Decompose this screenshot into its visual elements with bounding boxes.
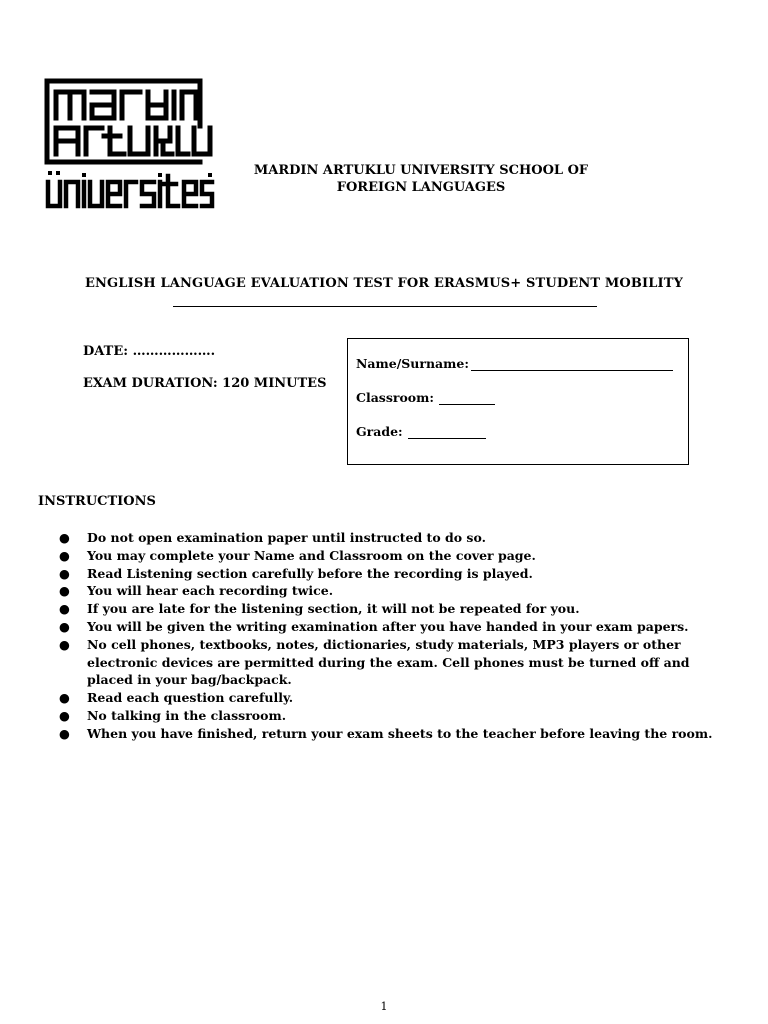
instruction-text: You will hear each recording twice. bbox=[87, 583, 334, 599]
university-logo-mark bbox=[44, 78, 216, 212]
list-item bbox=[59, 636, 719, 689]
instruction-text: Do not open examination paper until instructed to do so. bbox=[87, 530, 486, 545]
classroom-field[interactable] bbox=[356, 390, 495, 405]
classroom-blank[interactable] bbox=[439, 393, 495, 405]
page-number: 1 bbox=[380, 1000, 388, 1013]
bullet-icon: ● bbox=[59, 601, 70, 617]
bullet-icon: ● bbox=[59, 636, 70, 652]
instructions-list bbox=[59, 529, 719, 743]
name-surname-blank[interactable] bbox=[471, 359, 673, 371]
list-item bbox=[59, 582, 719, 600]
bullet-icon: ● bbox=[59, 707, 70, 723]
list-item bbox=[59, 600, 719, 618]
title-underline bbox=[173, 306, 597, 307]
bullet-icon: ● bbox=[59, 583, 70, 599]
list-item bbox=[59, 565, 719, 583]
grade-blank[interactable] bbox=[408, 427, 486, 439]
instruction-text: Read Listening section carefully before the recording is played. bbox=[87, 565, 533, 581]
instruction-text: If you are late for the listening section, it will not be repeated for you. bbox=[87, 601, 580, 617]
bullet-icon: ● bbox=[59, 690, 70, 706]
grade-field[interactable] bbox=[356, 424, 486, 439]
instruction-text: You will be given the writing examination after you have handed in your exam papers. bbox=[87, 618, 689, 634]
instruction-text: When you have finished, return your exam sheets to the teacher before leaving the room. bbox=[87, 725, 713, 741]
instruction-text: Read each question carefully. bbox=[87, 690, 294, 706]
instruction-text: No talking in the classroom. bbox=[87, 707, 287, 723]
exam-duration: EXAM DURATION: 120 MINUTES bbox=[83, 376, 327, 391]
grade-label: Grade: bbox=[356, 424, 403, 439]
instruction-text: You may complete your Name and Classroom on the cover page. bbox=[87, 547, 536, 563]
test-title: ENGLISH LANGUAGE EVALUATION TEST FOR ERASMUS+ STUDENT MOBILITY bbox=[84, 276, 684, 291]
instruction-text: No cell phones, textbooks, notes, dictionaries, study materials, MP3 players or other electronic devices are permitted during the exam. Cell phones must be turned off and placed in your bag/backpack. bbox=[87, 636, 690, 688]
date-line bbox=[83, 344, 215, 359]
bullet-icon: ● bbox=[59, 725, 70, 741]
list-item bbox=[59, 707, 719, 725]
name-surname-label: Name/Surname: bbox=[356, 356, 469, 371]
bullet-icon: ● bbox=[59, 547, 70, 563]
date-label: DATE: bbox=[83, 344, 129, 359]
bullet-icon: ● bbox=[59, 565, 70, 581]
university-logo bbox=[44, 78, 216, 212]
list-item bbox=[59, 547, 719, 565]
list-item bbox=[59, 725, 719, 743]
list-item bbox=[59, 618, 719, 636]
school-name-line1: MARDIN ARTUKLU UNIVERSITY SCHOOL OF bbox=[253, 163, 589, 178]
name-surname-field[interactable] bbox=[356, 356, 673, 371]
bullet-icon: ● bbox=[59, 530, 70, 545]
student-info-box bbox=[347, 338, 689, 465]
school-name-line2: FOREIGN LANGUAGES bbox=[336, 180, 506, 195]
list-item bbox=[59, 529, 719, 547]
list-item bbox=[59, 689, 719, 707]
date-dots: ………………. bbox=[132, 344, 216, 359]
school-name bbox=[226, 162, 616, 196]
classroom-label: Classroom: bbox=[356, 390, 434, 405]
instructions-heading: INSTRUCTIONS bbox=[38, 494, 156, 509]
bullet-icon: ● bbox=[59, 618, 70, 634]
